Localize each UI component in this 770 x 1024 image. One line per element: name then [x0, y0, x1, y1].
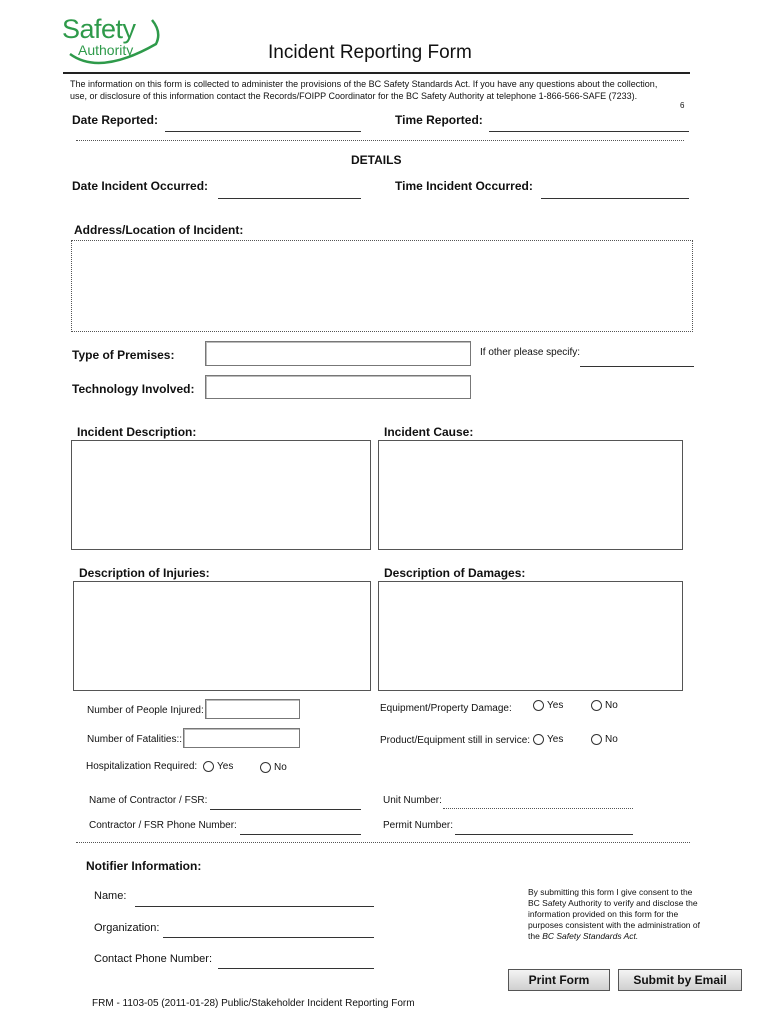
other-specify-field[interactable] [580, 366, 694, 367]
time-reported-field[interactable] [489, 131, 689, 132]
equip-damage-yes[interactable] [533, 700, 563, 711]
logo-swoosh-icon [60, 14, 170, 70]
contractor-label: Name of Contractor / FSR: [89, 795, 208, 806]
hospitalization-no[interactable] [260, 762, 287, 773]
injuries-desc-label: Description of Injuries: [79, 566, 210, 580]
intro-text: The information on this form is collected to administer the provisions of the BC Safety Standards Act. If you have any questions about the collection, use, or disclosure of this information contact the Records/FOIPP Coordinator for the BC Safety Authority at telephone 1-866-566-SAFE (7233). [70, 79, 658, 101]
still-service-yes[interactable] [533, 734, 563, 745]
unit-number-label: Unit Number: [383, 795, 442, 806]
consent-act: BC Safety Standards Act. [542, 931, 639, 941]
equip-damage-label: Equipment/Property Damage: [380, 703, 512, 714]
date-incident-field[interactable] [218, 198, 361, 199]
consent-body: By submitting this form I give consent to the BC Safety Authority to verify and disclose the information provided on this form for the purposes consistent with the administration of the [528, 887, 700, 941]
no-label: No [605, 734, 618, 746]
yes-label: Yes [217, 761, 234, 773]
address-label: Address/Location of Incident: [74, 223, 244, 237]
still-service-label: Product/Equipment still in service: [380, 735, 531, 746]
hospitalization-label: Hospitalization Required: [86, 761, 198, 772]
fatalities-label: Number of Fatalities:: [87, 734, 183, 745]
hospitalization-yes[interactable] [203, 761, 233, 772]
date-incident-label: Date Incident Occurred: [72, 179, 209, 193]
page-mark: 6 [680, 101, 685, 110]
radio-icon[interactable] [203, 761, 214, 772]
incident-cause-label: Incident Cause: [384, 425, 474, 439]
radio-icon[interactable] [591, 734, 602, 745]
incident-desc-label: Incident Description: [77, 425, 197, 439]
fatalities-input[interactable] [183, 728, 300, 748]
logo-line1: Safety [62, 14, 136, 44]
no-label: No [605, 700, 618, 712]
no-label: No [274, 762, 287, 774]
still-service-no[interactable] [591, 734, 618, 745]
submit-email-button[interactable]: Submit by Email [618, 969, 742, 991]
contractor-phone-field[interactable] [240, 834, 361, 835]
damages-desc-textarea[interactable] [378, 581, 683, 691]
title-rule [63, 72, 690, 74]
logo [60, 14, 170, 70]
contractor-phone-label: Contractor / FSR Phone Number: [89, 820, 237, 831]
time-reported-label: Time Reported: [395, 113, 483, 127]
notifier-heading: Notifier Information: [86, 859, 202, 873]
name-field[interactable] [135, 906, 374, 907]
other-specify-label: If other please specify: [480, 347, 581, 358]
divider [76, 140, 684, 141]
print-form-button[interactable]: Print Form [508, 969, 610, 991]
radio-icon[interactable] [591, 700, 602, 711]
injuries-desc-textarea[interactable] [73, 581, 371, 691]
permit-number-field[interactable] [455, 834, 633, 835]
footer-text: FRM - 1103-05 (2011-01-28) Public/Stakeholder Incident Reporting Form [92, 998, 415, 1009]
address-textarea[interactable] [71, 240, 693, 332]
incident-cause-textarea[interactable] [378, 440, 683, 550]
unit-number-field[interactable] [443, 808, 633, 809]
incident-desc-textarea[interactable] [71, 440, 371, 550]
name-label: Name: [94, 890, 127, 902]
people-injured-input[interactable] [205, 699, 300, 719]
details-heading: DETAILS [351, 153, 402, 167]
people-injured-label: Number of People Injured: [87, 705, 204, 716]
technology-select[interactable] [205, 375, 471, 399]
premises-select[interactable] [205, 341, 471, 366]
contact-phone-field[interactable] [218, 968, 374, 969]
organization-field[interactable] [163, 937, 374, 938]
date-reported-field[interactable] [165, 131, 361, 132]
time-incident-label: Time Incident Occurred: [395, 179, 533, 193]
yes-label: Yes [547, 700, 564, 712]
radio-icon[interactable] [533, 734, 544, 745]
permit-number-label: Permit Number: [383, 820, 454, 831]
date-reported-label: Date Reported: [72, 113, 159, 127]
technology-label: Technology Involved: [72, 382, 195, 396]
radio-icon[interactable] [260, 762, 271, 773]
contractor-field[interactable] [210, 809, 361, 810]
logo-line2: Authority [78, 42, 134, 58]
equip-damage-no[interactable] [591, 700, 618, 711]
divider [76, 842, 690, 843]
radio-icon[interactable] [533, 700, 544, 711]
consent-text [528, 887, 704, 942]
contact-phone-label: Contact Phone Number: [94, 953, 213, 965]
page-title: Incident Reporting Form [268, 42, 472, 63]
premises-label: Type of Premises: [72, 348, 175, 362]
time-incident-field[interactable] [541, 198, 689, 199]
yes-label: Yes [547, 734, 564, 746]
organization-label: Organization: [94, 922, 160, 934]
damages-desc-label: Description of Damages: [384, 566, 526, 580]
